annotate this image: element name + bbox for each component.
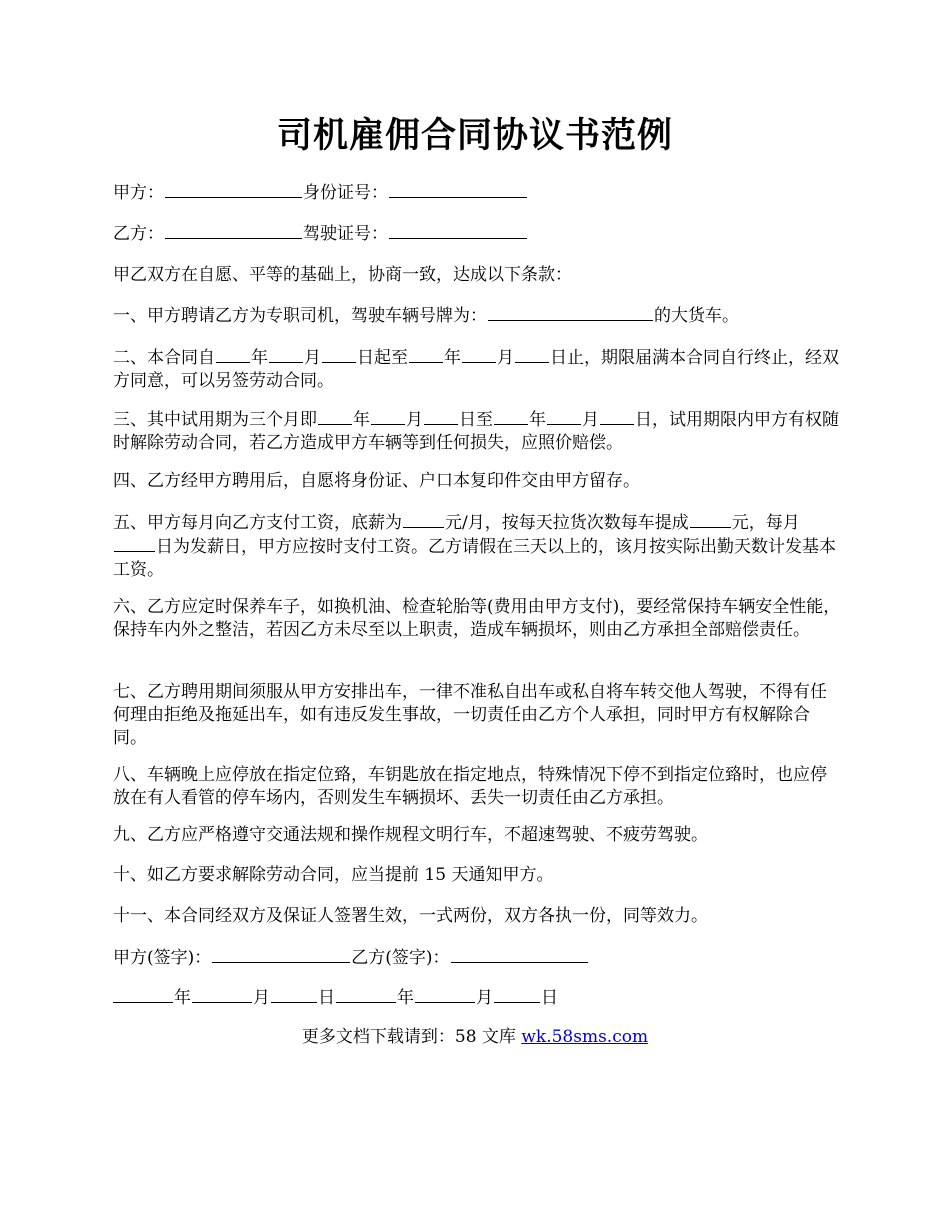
month-label: 月: [253, 988, 270, 1008]
date-blank: [462, 346, 496, 363]
date-blank: [269, 346, 303, 363]
clause-5-mid-1: 元/月，按每天拉货次数每车提成: [445, 513, 689, 533]
date-blank: [192, 986, 252, 1003]
date-blank: [494, 408, 528, 425]
party-b-license-blank: [389, 222, 527, 239]
footer-text: 更多文档下载请到：58 文库: [301, 1027, 522, 1047]
month-label: 月: [582, 410, 599, 430]
footer-link[interactable]: wk.58sms.com: [521, 1027, 649, 1047]
date-blank: [271, 986, 317, 1003]
date-blank: [371, 408, 405, 425]
month-label: 月: [497, 348, 514, 368]
year-label: 年: [251, 348, 268, 368]
date-blank: [318, 408, 352, 425]
date-blank: [409, 346, 443, 363]
clause-5-suffix: 日为发薪日，甲方应按时支付工资。乙方请假在三天以上的，该月按实际出勤天数计发基本工资。: [113, 537, 836, 580]
party-a-blank: [165, 181, 302, 198]
date-blank: [336, 986, 396, 1003]
clause-6: 六、乙方应定时保养车子，如换机油、检查轮胎等(费用由甲方支付)，要经常保持车辆安全性能，保持车内外之整洁，若因乙方未尽至以上职责，造成车辆损坏，则由乙方承担全部赔偿责任。: [113, 597, 841, 640]
clause-7: 七、乙方聘用期间须服从甲方安排出车，一律不准私自出车或私自将车转交他人驾驶，不得有任何理由拒绝及拖延出车，如有违反发生事故，一切责任由乙方个人承担，同时甲方有权解除合同。: [113, 682, 827, 748]
clause-1-suffix: 的大货车。: [654, 306, 739, 326]
party-a-signature-label: 甲方(签字)：: [113, 948, 212, 968]
clause-9: 九、乙方应严格遵守交通法规和操作规程文明行车，不超速驾驶、不疲劳驾驶。: [113, 825, 708, 845]
party-b-blank: [165, 222, 302, 239]
base-salary-blank: [403, 511, 444, 528]
party-a-id-label: 身份证号：: [303, 183, 388, 203]
clause-5: [113, 511, 841, 582]
intro-paragraph: 甲乙双方在自愿、平等的基础上，协商一致，达成以下条款：: [113, 265, 572, 285]
party-a-label: 甲方：: [113, 183, 164, 203]
party-a-line: [113, 181, 841, 205]
clause-4: 四、乙方经甲方聘用后，自愿将身份证、户口本复印件交由甲方留存。: [113, 471, 640, 491]
date-blank: [600, 408, 634, 425]
party-b-label: 乙方：: [113, 224, 164, 244]
date-blank: [494, 986, 540, 1003]
date-line: [113, 986, 841, 1010]
party-b-signature-label: 乙方(签字)：: [351, 948, 450, 968]
month-label: 月: [304, 348, 321, 368]
year-label: 年: [353, 410, 370, 430]
day-label: 日至: [459, 410, 493, 430]
party-b-line: [113, 222, 841, 246]
date-blank: [113, 986, 173, 1003]
clause-3-suffix: 日，试用期限内甲方有权随时解除劳动合同，若乙方造成甲方车辆等到任何损失，应照价赔偿。: [113, 410, 839, 453]
party-b-license-label: 驾驶证号：: [303, 224, 388, 244]
clause-2-suffix: 日止，期限届满本合同自行终止，经双方同意，可以另签劳动合同。: [113, 348, 839, 391]
day-label: 日起至: [357, 348, 408, 368]
clause-1: [113, 304, 841, 328]
year-label: 年: [397, 988, 414, 1008]
party-b-signature-blank: [451, 946, 588, 963]
month-label: 月: [406, 410, 423, 430]
signature-line: [113, 946, 841, 970]
clause-3: [113, 408, 841, 455]
year-label: 年: [444, 348, 461, 368]
date-blank: [547, 408, 581, 425]
day-label: 日: [318, 988, 335, 1008]
clause-5-prefix: 五、甲方每月向乙方支付工资，底薪为: [113, 513, 402, 533]
party-a-signature-blank: [212, 946, 350, 963]
clause-10: 十、如乙方要求解除劳动合同，应当提前 15 天通知甲方。: [113, 865, 554, 885]
party-a-id-blank: [389, 181, 527, 198]
clause-5-mid-2: 元，每月: [731, 513, 800, 533]
clause-2-prefix: 二、本合同自: [113, 348, 215, 368]
payday-blank: [114, 535, 155, 552]
month-label: 月: [476, 988, 493, 1008]
date-blank: [216, 346, 250, 363]
footer: [0, 1025, 950, 1049]
clause-2: [113, 346, 841, 393]
clause-1-text: 一、甲方聘请乙方为专职司机，驾驶车辆号牌为：: [113, 306, 487, 326]
commission-blank: [690, 511, 731, 528]
year-label: 年: [174, 988, 191, 1008]
clause-3-prefix: 三、其中试用期为三个月即: [113, 410, 317, 430]
document-title: 司机雇佣合同协议书范例: [276, 115, 673, 156]
date-blank: [415, 986, 475, 1003]
plate-number-blank: [488, 304, 653, 321]
date-blank: [424, 408, 458, 425]
date-blank: [515, 346, 549, 363]
clause-8: 八、车辆晚上应停放在指定位臵，车钥匙放在指定地点，特殊情况下停不到指定位臵时，也应停放在有人看管的停车场内，否则发生车辆损坏、丢失一切责任由乙方承担。: [113, 765, 827, 808]
clause-11: 十一、本合同经双方及保证人签署生效，一式两份，双方各执一份，同等效力。: [113, 906, 708, 926]
day-label: 日: [541, 988, 558, 1008]
year-label: 年: [529, 410, 546, 430]
date-blank: [322, 346, 356, 363]
